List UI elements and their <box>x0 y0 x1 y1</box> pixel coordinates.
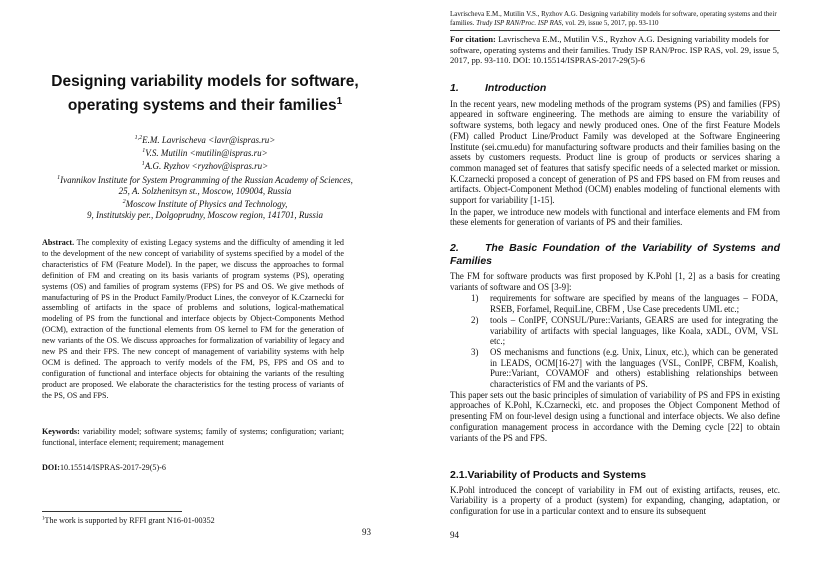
list-number: 1) <box>471 293 479 304</box>
section-introduction <box>450 83 780 229</box>
section-title: The Basic Foundation of the Variability of Systems and Families <box>450 242 780 267</box>
author-sup: 1 <box>142 148 146 155</box>
subsection-title: Variability of Products and Systems <box>467 469 647 481</box>
section-variability-products <box>450 470 780 518</box>
authors-block <box>20 133 390 221</box>
section-heading <box>450 242 780 268</box>
affiliation <box>20 173 390 186</box>
section-heading <box>450 83 780 94</box>
section-title: Introduction <box>485 82 547 94</box>
affiliation-text: Moscow Institute of Physics and Technology, <box>125 199 288 210</box>
section-number: 2. <box>450 242 459 254</box>
doi-text[interactable]: 10.15514/ISPRAS-2017-29(5)-6 <box>60 463 166 472</box>
page-number-right: 94 <box>450 530 459 540</box>
paragraph: The FM for software products was first proposed by K.Pohl [1, 2] as a basis for creating variants of software and OS [3-9]: <box>450 271 780 292</box>
citation <box>450 34 780 66</box>
abstract <box>42 238 344 402</box>
abstract-text: The complexity of existing Legacy systems and the difficulty of amending it led to the development of the new concept of variability of systems specified by a model of the characteristics of FM (Feature Model). In the paper, we discuss the approaches to formal definition of FM and creating on its basis variants of program systems (PS), operating systems (OS) and families of program systems (FPS) for PS and OS. We give methods of manufacturing of PS in the Product Family/Product Lines, the conveyor of K.Czarnecki for assembling of artifacts in the space of problems and solutions, logical-mathematical modeling of PS from the functional and interface objects by Object-Components Method (OCM), extraction of the functional elements from OS kernel to FM for the generation of new variants of the OS. We discuss approaches for formalization of variability of legacy and new PS and their FPS. The new concept of management of variability systems with help OCM is defined. The approach to verify models of the FM, PS, FPS and OS and to configuration of functional and interface objects for obtaining the variants of the resulting product are proposed. We elaborate the characteristics for the testing process of variants of the PS, OS and FPS. <box>42 238 344 400</box>
footnote-divider <box>42 511 182 512</box>
keywords-text: variability model; software systems; family of systems; configuration; variant; functional, interface element; requirement; management <box>42 427 344 447</box>
running-head <box>450 10 780 28</box>
running-head-text: Lavrischeva E.M., Mutilin V.S., Ryzhov A.G. Designing variability models for software, operating systems and their families. <box>450 10 777 27</box>
paragraph: In the paper, we introduce new models with functional and interface elements and FM from these elements for generation of variants of PS and their families. <box>450 206 780 228</box>
list-item <box>450 315 780 347</box>
list-number: 2) <box>471 314 479 325</box>
affiliation <box>20 210 390 221</box>
author <box>20 159 390 172</box>
paragraph: In the recent years, new modeling methods of the program systems (PS) and families (FPS) appeared in software engineering. The methods are aiming to ensure the variability of software systems, both legacy and newly produced ones. One of the first Feature Models (FM) called Product Line/Product Family was developed at the Software Engineering Institute (sei.cmu.edu) for manufacturing software products and their families basing on the assets by customers requests. Product line is group of products or services sharing a common managed set of features that satisfy specific needs of a selected market or mission. K.Czarnecki proposed a concept of generation of PS and FPS based on FM from reuses and artifacts. Object-Component Method (OCM) enables modeling of functional elements with support for variability [1-15]. <box>450 98 780 206</box>
list-text: OS mechanisms and functions (e.g. Unix, Linux, etc.), which can be generated in LEADS, OCM[16-27] with the languages (VSL, ConIPF, CBFM, Koalish, Pure::Variant, COVAMOF and others) establishing relationships between characteristics of FM and the variants of PS. <box>490 346 778 390</box>
author-text: A.G. Ryzhov <ryzhov@ispras.ru> <box>144 161 269 172</box>
citation-text: Lavrischeva E.M., Mutilin V.S., Ryzhov A.G. Designing variability models for software, operating systems and their families. Trudy ISP RAN/Proc. ISP RAS, vol. 29, issue 5, 2017, pp. 93-110. DOI: 10.15514/ISPRAS-2017-29(5)-6 <box>450 34 780 66</box>
affiliation-sup: 2 <box>122 199 126 206</box>
abstract-label: Abstract. <box>42 238 75 247</box>
footnote-mark: 1 <box>42 516 45 522</box>
paragraph: K.Pohl introduced the concept of variability in FM out of existing artifacts, reuses, etc. Variability is a property of a product (system) for expanding, changing, adaptation, or configuration for use in a particular context and to ensure its subsequent <box>450 484 780 517</box>
section-basic-foundation <box>450 242 780 444</box>
keywords-label: Keywords: <box>42 427 80 436</box>
footnote <box>42 516 215 525</box>
title-footnote-mark: 1 <box>336 96 343 107</box>
affiliation-text: Ivannikov Institute for System Programming of the Russian Academy of Sciences, <box>60 174 353 185</box>
footnote-text: The work is supported by RFFI grant N16-01-00352 <box>44 516 215 525</box>
author <box>20 133 390 146</box>
author-sup: 1 <box>141 161 145 168</box>
requirements-list <box>450 293 780 389</box>
page-number-left: 93 <box>362 527 371 537</box>
running-head-tail: , vol. 29, issue 5, 2017, pp. 93-110 <box>561 19 659 27</box>
list-text: requirements for software are specified by means of the languages – FODA, RSEB, Forfamel, RequiLine, CBFM , Use Case precedents UML etc.; <box>490 293 778 315</box>
title-text: Designing variability models for software, operating systems and their families <box>51 73 359 115</box>
author-sup: 1,2 <box>134 135 143 141</box>
author <box>20 146 390 159</box>
subsection-number: 2.1. <box>450 469 468 481</box>
paragraph: This paper sets out the basic principles of simulation of variability of PS and FPS in existing approaches of K.Pohl, K.Czarnecki, etc. and proposes the Object Component Method of presenting FM on four-level design using a functional and interface objects. We also define configuration management process in accordance with the Deming cycle [22] to obtain variants of the PS and FPS. <box>450 389 780 443</box>
affiliation-text: 25, A. Solzhenitsyn st., Moscow, 109004, Russia <box>118 185 292 196</box>
author-text: V.S. Mutilin <mutilin@ispras.ru> <box>145 148 268 159</box>
doi <box>42 463 166 472</box>
paper-title <box>20 72 390 116</box>
list-number: 3) <box>471 346 479 357</box>
subsection-heading <box>450 470 780 481</box>
running-head-journal: Trudy ISP RAN/Proc. ISP RAS <box>476 19 562 27</box>
doi-label: DOI: <box>42 463 60 472</box>
list-item <box>450 347 780 390</box>
list-text: tools – ConIPF, CONSUL/Pure::Variants, GEARS are used for integrating the variability of artifacts with special languages, like Koala, xADL, OVM, VSL etc.; <box>490 314 778 347</box>
list-item <box>450 293 780 314</box>
citation-label: For citation: <box>450 34 496 44</box>
affiliation-sup: 1 <box>57 174 61 181</box>
affiliation <box>20 186 390 197</box>
author-text: E.M. Lavrischeva <lavr@ispras.ru> <box>142 135 276 145</box>
keywords <box>42 427 344 449</box>
affiliation <box>20 197 390 210</box>
affiliation-text: 9, Institutskiy per., Dolgoprudny, Moscow region, 141701, Russia <box>87 210 323 221</box>
running-head-rule <box>450 30 780 31</box>
section-number: 1. <box>450 82 459 94</box>
